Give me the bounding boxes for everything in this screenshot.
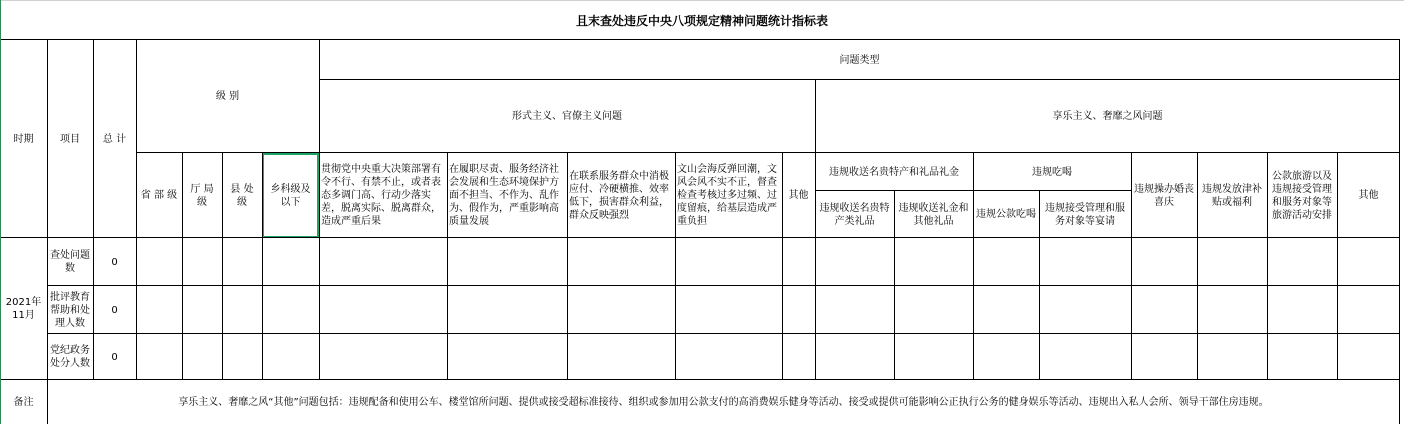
formalism-other[interactable]: 其他 (782, 153, 815, 238)
level-bureau[interactable]: 厅 局 级 (182, 153, 222, 238)
grid-line (782, 153, 783, 380)
formalism-item-2[interactable]: 在履职尽责、服务经济社会发展和生态环境保护方面不担当、不作为、乱作为、假作为，严重影响高质量发展 (447, 153, 567, 238)
hedonism-dining-a[interactable]: 违规公款吃喝 (973, 191, 1039, 238)
grid-line (1197, 153, 1198, 380)
hedonism-travel[interactable]: 公款旅游以及违规接受管理和服务对象等旅游活动安排 (1267, 153, 1337, 238)
hedonism-subsidy[interactable]: 违规发放津补贴或福利 (1197, 153, 1267, 238)
grid-line (93, 40, 94, 380)
grid-line (894, 191, 895, 380)
header-issue-type[interactable]: 问题类型 (319, 40, 1400, 80)
header-item[interactable]: 项目 (47, 40, 93, 238)
grid-line (675, 153, 676, 380)
grid-line (136, 40, 137, 380)
header-level[interactable]: 级 别 (136, 40, 319, 153)
grid-line (182, 153, 183, 380)
header-formalism[interactable]: 形式主义、官僚主义问题 (319, 80, 815, 153)
remarks-label[interactable]: 备注 (0, 380, 47, 424)
grid-line (136, 152, 1400, 153)
hedonism-dining-b[interactable]: 违规接受管理和服务对象等宴请 (1039, 191, 1131, 238)
formalism-item-4[interactable]: 文山会海反弹回潮，文风会风不实不正，督查检查考核过多过频、过度留痕，给基层造成严重负担 (675, 153, 782, 238)
formalism-item-1[interactable]: 贯彻党中央重大决策部署有令不行、有禁不止，或者表态多调门高、行动少落实差，脱离实际、脱离群众，造成严重后果 (319, 153, 447, 238)
level-county[interactable]: 县 处 级 (222, 153, 262, 238)
grid-line (262, 153, 263, 380)
level-province[interactable]: 省 部 级 (136, 153, 182, 238)
grid-line (1131, 153, 1132, 380)
grid-line (319, 40, 320, 380)
grid-line (47, 40, 48, 424)
sheet-top-edge (0, 0, 1404, 1)
grid-line (447, 153, 448, 380)
grid-line (0, 379, 1400, 380)
row-label[interactable]: 批评教育帮助和处理人数 (47, 286, 93, 334)
hedonism-gifts-b[interactable]: 违规收送礼金和其他礼品 (894, 191, 973, 238)
level-township-selected[interactable]: 乡科级及以下 (262, 153, 319, 238)
selection-edge (0, 0, 1, 424)
grid-line (222, 153, 223, 380)
hedonism-gifts-a[interactable]: 违规收送名贵特产类礼品 (815, 191, 894, 238)
header-period[interactable]: 时期 (0, 40, 47, 238)
hedonism-gifts[interactable]: 违规收送名贵特产和礼品礼金 (815, 153, 973, 191)
hedonism-dining[interactable]: 违规吃喝 (973, 153, 1131, 191)
grid-line (1267, 153, 1268, 380)
hedonism-other[interactable]: 其他 (1337, 153, 1400, 238)
grid-line (1399, 40, 1400, 424)
header-hedonism[interactable]: 享乐主义、奢靡之风问题 (815, 80, 1400, 153)
row-total[interactable]: 0 (93, 286, 136, 334)
page-title[interactable]: 且末查处违反中央八项规定精神问题统计指标表 (0, 3, 1404, 39)
grid-line (815, 80, 816, 380)
remarks-text[interactable]: 享乐主义、奢靡之风“其他”问题包括：违规配备和使用公车、楼堂馆所问题、提供或接受超标准接待、组织或参加用公款支付的高消费娱乐健身等活动、接受或提供可能影响公正执行公务的健身娱乐等活动、违规出入私人会所、领导干部住房违规。 (47, 380, 1400, 424)
period-cell[interactable]: 2021年11月 (0, 238, 47, 380)
grid-line (1039, 191, 1040, 380)
grid-line (0, 39, 1400, 40)
header-total[interactable]: 总 计 (93, 40, 136, 238)
grid-line (567, 153, 568, 380)
formalism-item-3[interactable]: 在联系服务群众中消极应付、冷硬横推、效率低下，损害群众利益，群众反映强烈 (567, 153, 675, 238)
grid-line (973, 153, 974, 380)
row-total[interactable]: 0 (93, 238, 136, 286)
row-label[interactable]: 查处问题数 (47, 238, 93, 286)
grid-line (319, 79, 1400, 80)
row-label[interactable]: 党纪政务处分人数 (47, 334, 93, 380)
grid-line (1337, 153, 1338, 380)
grid-line (0, 237, 1400, 238)
hedonism-wedding[interactable]: 违规操办婚丧喜庆 (1131, 153, 1197, 238)
row-total[interactable]: 0 (93, 334, 136, 380)
